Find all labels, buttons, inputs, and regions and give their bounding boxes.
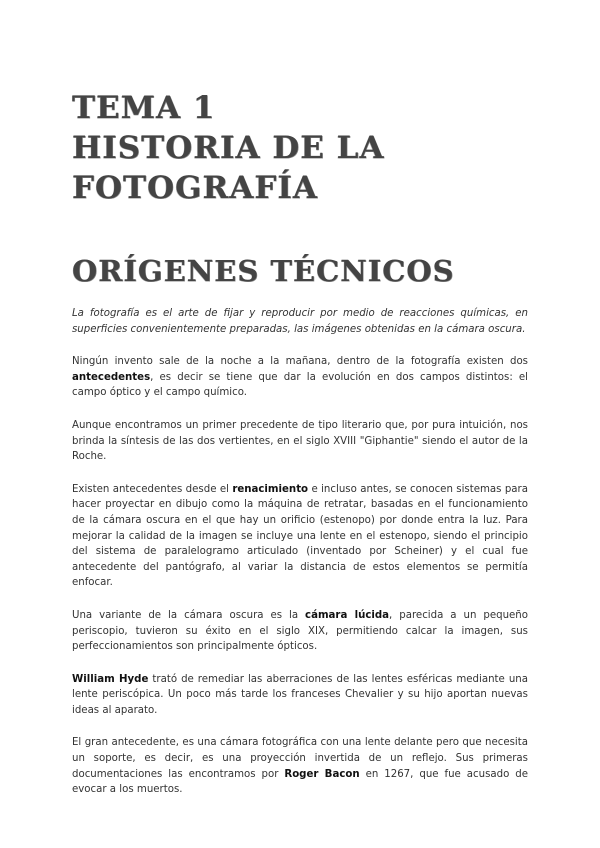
page-title — [72, 88, 532, 208]
paragraph-definition: La fotografía es el arte de fijar y reproducir por medio de reacciones químicas, en superficies convenientemente preparadas, las imágenes obtenidas en la cámara oscura. — [72, 308, 528, 335]
text-run: Una variante de la cámara oscura es la — [72, 609, 306, 621]
text-run: e incluso antes, se conocen sistemas para hacer proyectar en dibujo como la máquina de retratar, basadas en el funcionamiento de la cámara oscura en el que hay un orificio (estenopo) por donde entra la luz. Para mejorar la calidad de la imagen se incluye una lente en el estenopo, siendo el principio del sistema de paralelogramo articulado (inventado por Scheiner) y el cual fue antecedente del pantógrafo, al variar la distancia de estos elementos se permitía enfocar. — [72, 483, 528, 589]
paragraph-camara-lucida — [72, 608, 528, 655]
bold-term: William Hyde — [72, 673, 149, 685]
text-run: en 1267, que fue acusado de evocar a los muertos. — [72, 768, 529, 796]
title-line-3: FOTOGRAFÍA — [72, 170, 318, 206]
paragraph-antecedentes — [72, 354, 528, 401]
text-run: , es decir se tiene que dar la evolución en dos campos distintos: el campo óptico y el campo químico. — [72, 371, 528, 399]
bold-term: Roger Bacon — [284, 768, 360, 780]
paragraph-renacimiento — [72, 482, 528, 591]
text-run: , parecida a un pequeño periscopio, tuvieron su éxito en el siglo XIX, permitiendo calcar la imagen, sus perfeccionamientos son principalmente ópticos. — [72, 609, 528, 653]
bold-term: cámara lúcida — [305, 609, 390, 621]
paragraph-giphantie: Aunque encontramos un primer precedente de tipo literario que, por pura intuición, nos brinda la síntesis de las dos vertientes, en el siglo XVIII "Giphantie" siendo el autor de la Roche. — [72, 419, 528, 463]
text-run: trató de remediar las aberraciones de las lentes esféricas mediante una lente periscópica. Un poco más tarde los franceses Chevalier y su hijo aportan nuevas ideas al aparato. — [72, 673, 528, 716]
text-run: Ningún invento sale de la noche a la mañana, dentro de la fotografía existen dos — [72, 356, 528, 368]
text-run: Existen antecedentes desde el — [72, 483, 233, 495]
text-run: El gran antecedente, es una cámara fotográfica con una lente delante pero que necesita un soporte, es decir, es una proyección invertida de un reflejo. Sus primeras documentaciones las encontramos por — [72, 737, 528, 780]
paragraph-roger-bacon — [72, 735, 528, 797]
section-heading: ORÍGENES TÉCNICOS — [72, 254, 455, 288]
title-line-1: TEMA 1 — [72, 90, 216, 126]
bold-term: antecedentes — [72, 371, 151, 383]
body-text — [72, 306, 528, 815]
bold-term: renacimiento — [232, 483, 309, 495]
paragraph-william-hyde — [72, 672, 528, 719]
title-line-2: HISTORIA DE LA — [72, 130, 385, 166]
